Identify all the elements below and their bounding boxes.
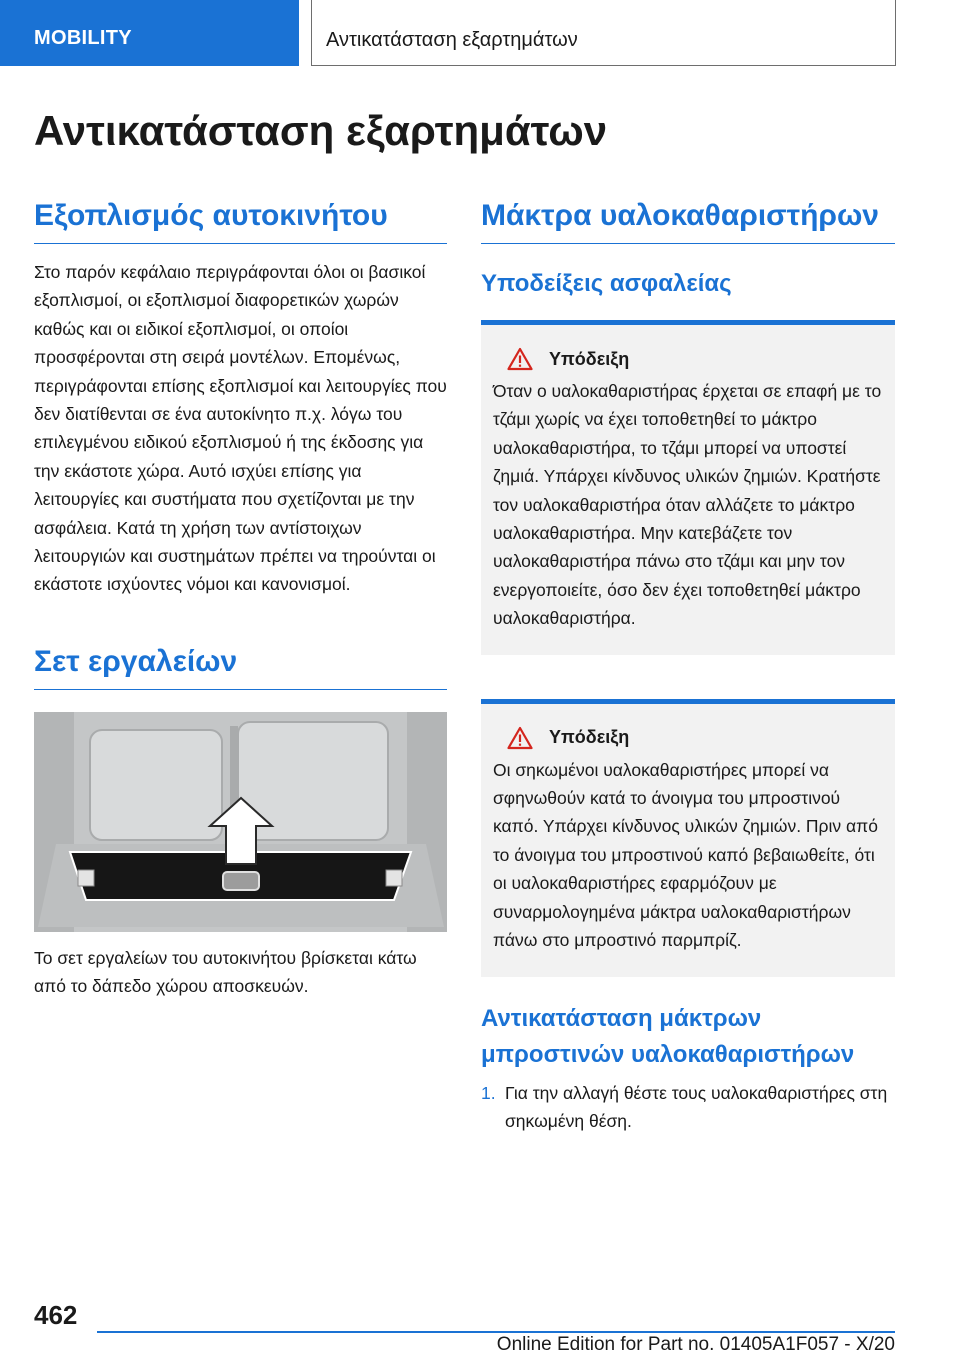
notice-box — [481, 320, 895, 655]
toolkit-heading: Σετ εργαλείων — [34, 641, 447, 690]
notice-text: Οι σηκωμένοι υαλοκαθαριστήρες μπορεί να σφηνωθούν κατά το άνοιγμα του μπροστινού καπό. Υπάρχει κίνδυνος υλικών ζημιών. Πριν από το άνοιγμα του μπροστινού καπό βεβαιωθείτε, ότι οι υαλοκαθαριστήρες εφαρμόζουν με συναρμολογημένα μάκτρα υαλοκαθαριστήρων πάνω στο μπροστινό παρμπρίζ. — [493, 759, 878, 951]
toolkit-caption: Το σετ εργαλείων του αυτοκινήτου βρίσκεται κάτω από το δάπεδο χώρου αποσκευών. — [34, 947, 417, 997]
notice-box — [481, 699, 895, 977]
page-header — [0, 0, 960, 66]
list-item — [481, 1079, 895, 1136]
warning-triangle-icon — [507, 726, 533, 750]
replace-heading: Αντικατάσταση μάκτρων μπροστινών υαλοκαθαριστήρων — [481, 1004, 855, 1068]
trunk-floor-image — [34, 712, 447, 932]
chapter-tab[interactable]: Αντικατάσταση εξαρτημάτων — [311, 0, 896, 66]
edition-note: Online Edition for Part no. 01405A1F057 - X/20 — [496, 1334, 895, 1355]
list-item-number: 1. — [481, 1082, 496, 1103]
notice-header — [493, 347, 883, 371]
right-column — [481, 195, 895, 1135]
equipment-text: Στο παρόν κεφάλαιο περιγράφονται όλοι οι βασικοί εξοπλισμοί, οι εξοπλισμοί διαφορετικών χωρών καθώς και οι ειδικοί εξοπλισμοί, οι οποίοι προσφέρονται στη σειρά μοντέλων. Επομένως, περιγράφονται επίσης εξοπλισμοί και λειτουργίες που δεν διατίθενται σε ένα αυτοκίνητο π.χ. λόγω του επιλεγμένου ειδικού εξοπλισμού ή της έκδοσης για την εκάστοτε χώρα. Αυτό ισχύει επίσης για λειτουργίες και συστήματα που σχετίζονται με την ασφάλεια. Κατά τη χρήση των αντίστοιχων λειτουργιών και συστημάτων πρέπει να τηρούνται οι εκάστοτε ισχύοντες νόμοι και κανονισμοί. — [34, 262, 447, 595]
notice-title: Υπόδειξη — [549, 348, 630, 369]
notice-header — [493, 726, 883, 750]
list-item-text: Για την αλλαγή θέστε τους υαλοκαθαριστήρες στη σηκωμένη θέση. — [505, 1082, 888, 1131]
equipment-heading: Εξοπλισμός αυτοκινήτου — [34, 195, 447, 244]
left-column — [34, 195, 447, 1001]
page-title: Αντικατάσταση εξαρτημάτων — [34, 107, 608, 154]
section-tab[interactable]: MOBILITY — [0, 0, 299, 66]
trunk-illustration — [34, 712, 447, 932]
notice-title: Υπόδειξη — [549, 727, 630, 748]
safety-heading: Υποδείξεις ασφαλείας — [481, 270, 732, 297]
page-number: 462 — [34, 1300, 78, 1330]
notice-text: Όταν ο υαλοκαθαριστήρας έρχεται σε επαφή με το τζάμι χωρίς να έχει τοποθετηθεί το μάκτρο υαλοκαθαριστήρα, το τζάμι μπορεί να υποστεί ζημιά. Υπάρχει κίνδυνος υλικών ζημιών. Κρατήστε τον υαλοκαθαριστήρα όταν αλλάζετε το μάκτρο υαλοκαθαριστήρα. Μην κατεβάζετε τον υαλοκαθαριστήρα πάνω στο τζάμι και μην τον ενεργοποιείτε, όσο δεν έχει τοποθετηθεί μάκτρο υαλοκαθαριστήρα. — [493, 381, 882, 629]
warning-triangle-icon — [507, 347, 533, 371]
footer-divider — [97, 1331, 895, 1333]
wiper-blades-heading: Μάκτρα υαλοκαθαριστήρων — [481, 195, 895, 244]
